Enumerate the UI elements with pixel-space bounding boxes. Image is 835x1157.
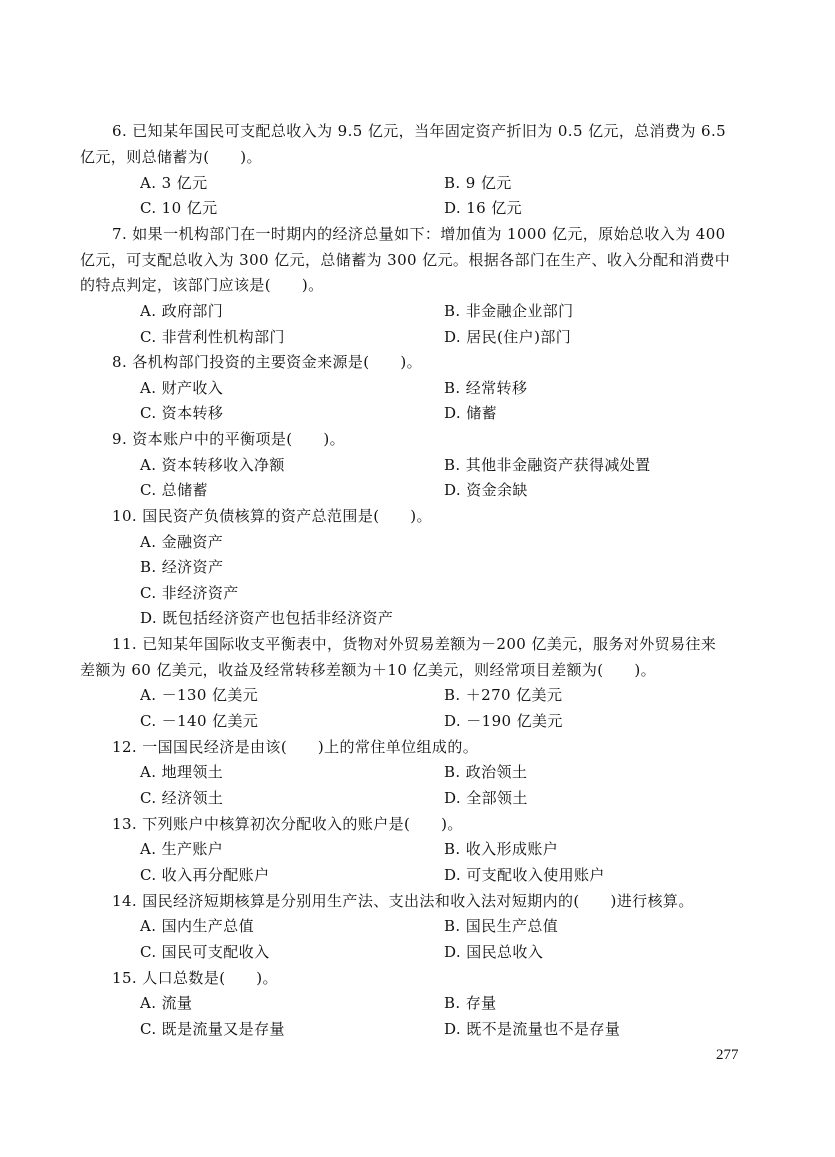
- question-7-option-c: C. 非营利性机构部门: [140, 328, 285, 346]
- question-13-option-c: C. 收入再分配账户: [140, 866, 270, 884]
- question-9-option-b: B. 其他非金融资产获得减处置: [444, 456, 651, 474]
- question-8-option-b: B. 经常转移: [444, 379, 528, 397]
- question-9-option-c: C. 总储蓄: [140, 481, 208, 499]
- question-8-option-a: A. 财产收入: [140, 379, 224, 397]
- question-7-line-3: 的特点判定，该部门应该是( )。: [80, 276, 324, 294]
- question-7-option-a: A. 政府部门: [140, 302, 224, 320]
- question-10-option-c: C. 非经济资产: [140, 584, 239, 602]
- question-8-line-1: 8. 各机构部门投资的主要资金来源是( )。: [112, 353, 422, 371]
- question-10-option-b: B. 经济资产: [140, 558, 224, 576]
- question-11-option-b: B. ＋270 亿美元: [444, 686, 563, 704]
- question-11-option-d: D. －190 亿美元: [444, 712, 563, 730]
- question-12-option-c: C. 经济领土: [140, 789, 224, 807]
- question-10-option-a: A. 金融资产: [140, 533, 224, 551]
- question-6-line-1: 6. 已知某年国民可支配总收入为 9.5 亿元，当年固定资产折旧为 0.5 亿元，总消费为 6.5: [112, 122, 727, 140]
- question-12-option-b: B. 政治领土: [444, 763, 528, 781]
- question-15-option-b: B. 存量: [444, 994, 497, 1012]
- question-8-option-c: C. 资本转移: [140, 404, 224, 422]
- question-13-option-a: A. 生产账户: [140, 840, 224, 858]
- page-number: 277: [716, 1047, 739, 1063]
- question-12-option-a: A. 地理领土: [140, 763, 224, 781]
- question-6-option-d: D. 16 亿元: [444, 199, 523, 217]
- question-7-line-1: 7. 如果一机构部门在一时期内的经济总量如下：增加值为 1000 亿元，原始总收入为 400: [112, 225, 726, 243]
- question-10-line-1: 10. 国民资产负债核算的资产总范围是( )。: [112, 507, 432, 525]
- question-15-option-d: D. 既不是流量也不是存量: [444, 1020, 621, 1038]
- question-9-option-d: D. 资金余缺: [444, 481, 528, 499]
- question-9-line-1: 9. 资本账户中的平衡项是( )。: [112, 430, 345, 448]
- question-13-line-1: 13. 下列账户中核算初次分配收入的账户是( )。: [112, 815, 463, 833]
- question-14-option-a: A. 国内生产总值: [140, 917, 254, 935]
- question-6-option-c: C. 10 亿元: [140, 199, 218, 217]
- question-14-option-d: D. 国民总收入: [444, 943, 544, 961]
- question-15-option-c: C. 既是流量又是存量: [140, 1020, 285, 1038]
- question-6-option-b: B. 9 亿元: [444, 174, 512, 192]
- question-7-option-d: D. 居民(住户)部门: [444, 328, 572, 346]
- question-6-line-2: 亿元，则总储蓄为( )。: [80, 148, 262, 166]
- question-11-line-1: 11. 已知某年国际收支平衡表中，货物对外贸易差额为－200 亿美元，服务对外贸易往来: [112, 635, 717, 653]
- question-8-option-d: D. 储蓄: [444, 404, 498, 422]
- question-15-option-a: A. 流量: [140, 994, 193, 1012]
- question-6-option-a: A. 3 亿元: [140, 174, 208, 192]
- question-14-option-c: C. 国民可支配收入: [140, 943, 270, 961]
- question-12-line-1: 12. 一国国民经济是由该( )上的常住单位组成的。: [112, 738, 479, 756]
- question-7-line-2: 亿元，可支配总收入为 300 亿元，总储蓄为 300 亿元。根据各部门在生产、收入分配和消费中: [80, 251, 731, 269]
- question-10-option-d: D. 既包括经济资产也包括非经济资产: [140, 609, 394, 627]
- question-9-option-a: A. 资本转移收入净额: [140, 456, 285, 474]
- question-11-option-c: C. －140 亿美元: [140, 712, 259, 730]
- question-15-line-1: 15. 人口总数是( )。: [112, 969, 278, 987]
- question-7-option-b: B. 非金融企业部门: [444, 302, 574, 320]
- question-13-option-d: D. 可支配收入使用账户: [444, 866, 605, 884]
- question-13-option-b: B. 收入形成账户: [444, 840, 559, 858]
- question-11-line-2: 差额为 60 亿美元，收益及经常转移差额为＋10 亿美元，则经常项目差额为( )。: [80, 661, 656, 679]
- question-11-option-a: A. －130 亿美元: [140, 686, 259, 704]
- question-12-option-d: D. 全部领土: [444, 789, 528, 807]
- question-14-line-1: 14. 国民经济短期核算是分别用生产法、支出法和收入法对短期内的( )进行核算。: [112, 892, 694, 910]
- question-14-option-b: B. 国民生产总值: [444, 917, 559, 935]
